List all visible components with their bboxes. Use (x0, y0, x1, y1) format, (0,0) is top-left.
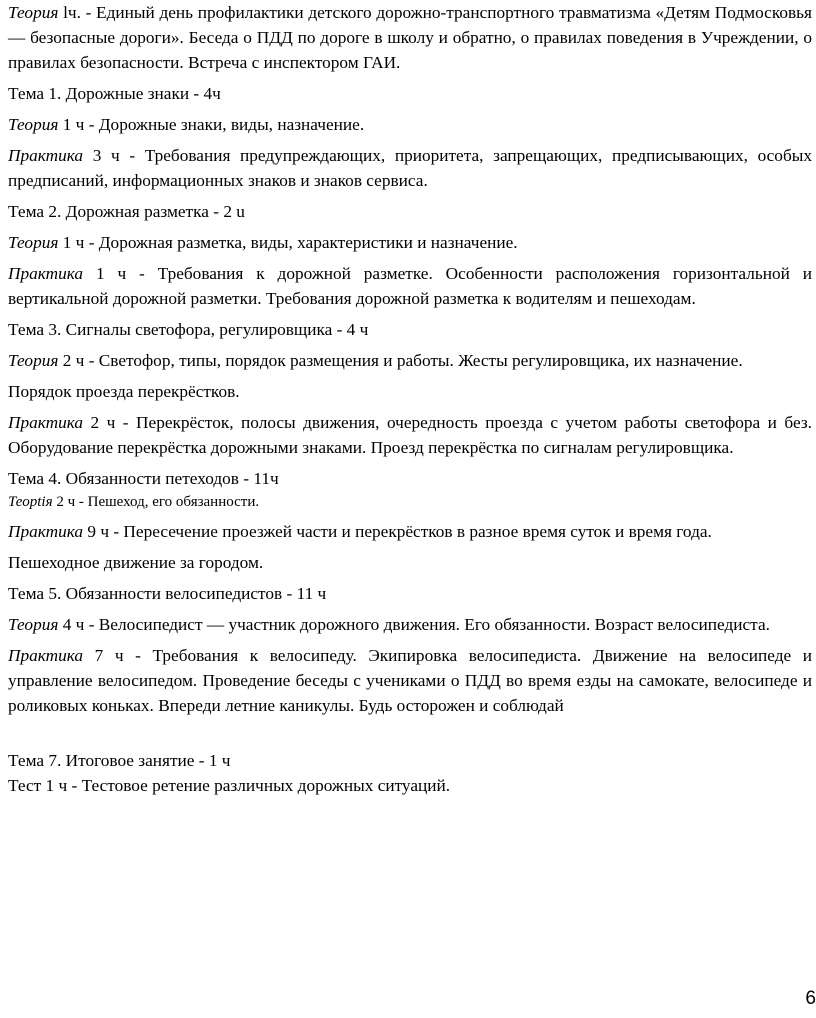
paragraph-text: 3 ч - Требования предупреждающих, приоритета, запрещающих, предписывающих, особых предписаний, информационных знаков и знаков сервиса. (8, 146, 812, 190)
topic-3-heading: Тема 3. Сигналы светофора, регулировщика - 4 ч (8, 320, 369, 339)
topic-7-test: Тест 1 ч - Тестовое ретение различных дорожных ситуаций. (8, 776, 451, 795)
topic-5-theory (8, 612, 812, 637)
paragraph-intro-theory (8, 0, 812, 75)
label-theory: Теория (8, 615, 59, 634)
label-practice: Практика (8, 646, 84, 665)
paragraph-text: 2 ч - Пешеход, его обязанности. (56, 494, 260, 510)
label-practice: Практика (8, 264, 84, 283)
paragraph-text: 2 ч - Перекрёсток, полосы движения, очередность проезда с учетом работы светофора и без. Оборудование перекрёстка дорожными знаками. Проезд перекрёстка по сигналам регулировщика. (8, 413, 813, 457)
label-theory: Теория (8, 115, 59, 134)
topic-1-practice (8, 143, 812, 193)
topic-1-theory (8, 112, 812, 137)
paragraph-text: 1 ч - Требования к дорожной разметке. Особенности расположения горизонтальной и вертикальной дорожной разметки. Требования дорожной разметка к водителям и пешеходам. (8, 264, 812, 308)
label-theory: Теория (8, 351, 59, 370)
paragraph-text: 4 ч - Велосипедист — участник дорожного движения. Его обязанности. Возраст велосипедиста. (62, 615, 770, 634)
topic-7-heading: Тема 7. Итоговое занятие - 1 ч (8, 751, 231, 770)
paragraph-text: 1 ч - Дорожная разметка, виды, характеристики и назначение. (62, 233, 518, 252)
document-page (8, 0, 812, 798)
topic-5-practice (8, 643, 812, 718)
topic-2-theory (8, 230, 812, 255)
topic-5-heading: Тема 5. Обязанности велосипедистов - 11 ч (8, 584, 327, 603)
paragraph-text: lч. - Единый день профилактики детского дорожно-транспортного травматизма «Детям Подмосковья — безопасные дороги». Беседа о ПДД по дороге в школу и обратно, о правилах поведения в Учреждении, о правилах безопасности. Встреча с инспектором ГАИ. (8, 3, 812, 72)
label-theory: Теория (8, 3, 59, 22)
label-practice: Практика (8, 146, 84, 165)
topic-1-heading: Тема 1. Дорожные знаки - 4ч (8, 84, 221, 103)
topic-4-theory (8, 491, 812, 513)
paragraph-text: 9 ч - Пересечение проезжей части и перекрёстков в разное время суток и время года. (87, 522, 712, 541)
label-practice: Практика (8, 413, 84, 432)
topic-3-subheading: Порядок проезда перекрёстков. (8, 382, 240, 401)
paragraph-text: 1 ч - Дорожные знаки, виды, назначение. (62, 115, 365, 134)
topic-2-heading: Тема 2. Дорожная разметка - 2 u (8, 202, 245, 221)
topic-4-practice (8, 519, 812, 544)
topic-3-practice (8, 410, 812, 460)
topic-3-theory (8, 348, 812, 373)
topic-4-subheading: Пешеходное движение за городом. (8, 553, 264, 572)
paragraph-text: 2 ч - Светофор, типы, порядок размещения и работы. Жесты регулировщика, их назначение. (62, 351, 743, 370)
page-number: 6 (805, 988, 816, 1009)
label-theory: Теорtія (8, 494, 53, 510)
label-theory: Теория (8, 233, 59, 252)
topic-4-heading: Тема 4. Обязанности петеходов - 11ч (8, 469, 279, 488)
paragraph-text: 7 ч - Требования к велосипеду. Экипировка велосипедиста. Движение на велосипеде и управление велосипедом. Проведение беседы с учениками о ПДД во время езды на самокате, велосипеде и роликовых коньках. Впереди летние каникулы. Будь осторожен и соблюдай (8, 646, 812, 715)
label-practice: Практика (8, 522, 84, 541)
topic-2-practice (8, 261, 812, 311)
